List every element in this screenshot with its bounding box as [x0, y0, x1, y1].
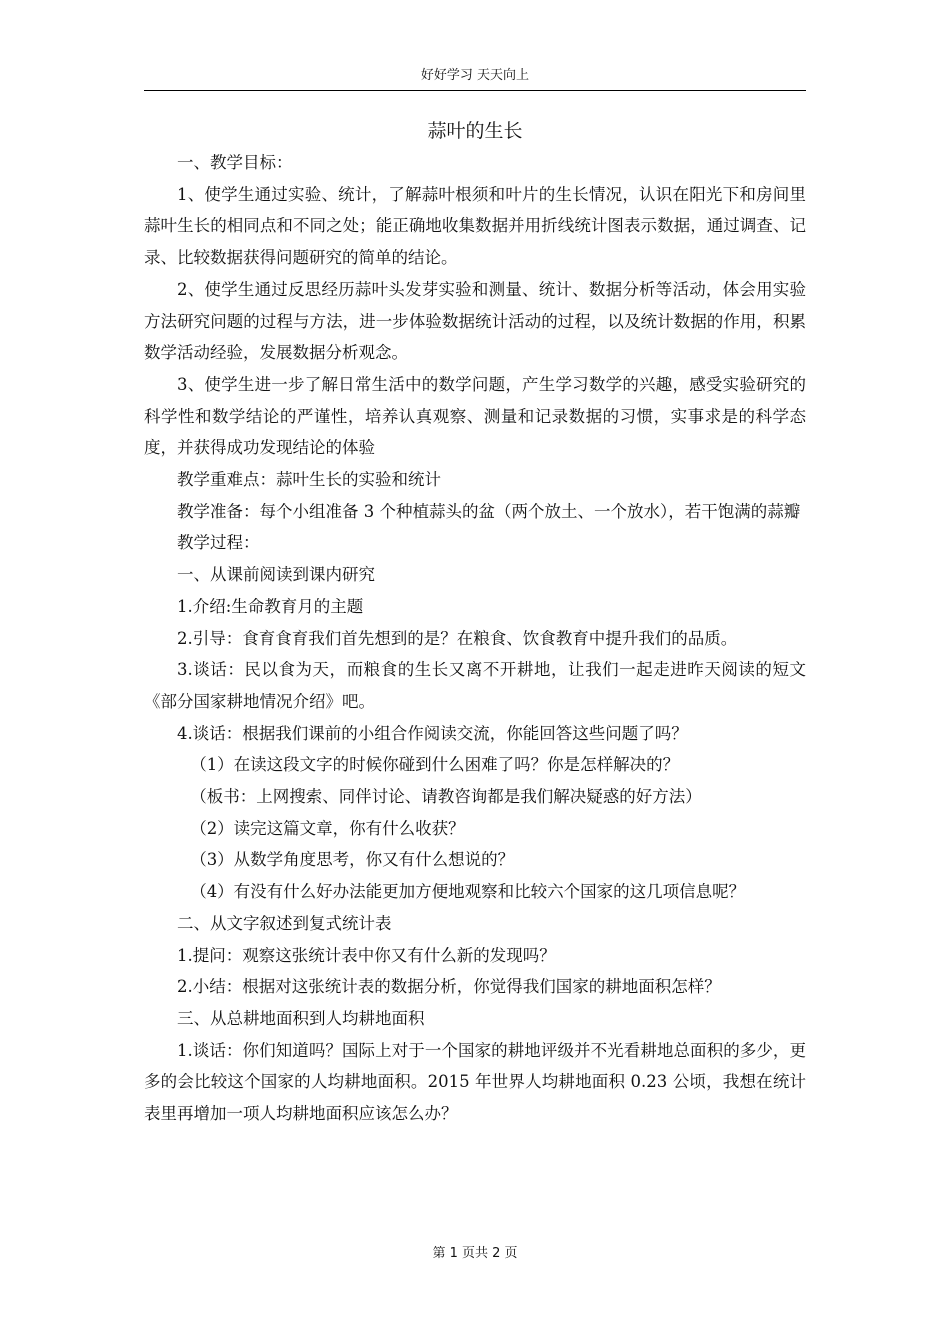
- document-title: 蒜叶的生长: [427, 120, 523, 142]
- section-heading-1: 一、从课前阅读到课内研究: [177, 565, 375, 585]
- section-heading-3: 三、从总耕地面积到人均耕地面积: [177, 1008, 425, 1028]
- objective-paragraph-2: 2、使学生通过反思经历蒜叶头发芽实验和测量、统计、数据分析等活动，体会用实验方法研究问题的过程与方法，进一步体验数据统计活动的过程，以及统计数据的作用，积累数学活动经验，发展数据分析观念。: [144, 279, 806, 363]
- section-heading-objectives: 一、教学目标：: [177, 153, 293, 172]
- question-3: （3）从数学角度思考，你又有什么想说的？: [190, 850, 515, 870]
- step-1-1: 1.介绍:生命教育月的主题: [177, 596, 364, 616]
- page-header: [144, 66, 806, 91]
- question-4: （4）有没有什么好办法能更加方便地观察和比较六个国家的这几项信息呢？: [190, 882, 746, 902]
- step-1-2: 2.引导：食育食育我们首先想到的是？在粮食、饮食教育中提升我们的品质。: [177, 628, 738, 648]
- page-number: 第 1 页共 2 页: [432, 1246, 518, 1261]
- process-heading: 教学过程：: [177, 533, 260, 553]
- preparation: 教学准备：每个小组准备 3 个种植蒜头的盆（两个放土、一个放水），若干饱满的蒜瓣: [177, 501, 801, 521]
- document-body: [144, 147, 806, 1130]
- key-points: 教学重难点：蒜叶生长的实验和统计: [177, 470, 441, 490]
- question-1: （1）在读这段文字的时候你碰到什么困难了吗？你是怎样解决的？: [190, 755, 680, 775]
- question-2: （2）读完这篇文章，你有什么收获？: [190, 818, 465, 838]
- board-note: （板书：上网搜索、同伴讨论、请教咨询都是我们解决疑惑的好方法）: [190, 787, 702, 807]
- section-heading-2: 二、从文字叙述到复式统计表: [177, 913, 392, 933]
- page-footer: [144, 1244, 806, 1264]
- step-1-4: 4.谈话：根据我们课前的小组合作阅读交流，你能回答这些问题了吗？: [177, 723, 688, 743]
- objective-paragraph-1: 1、使学生通过实验、统计，了解蒜叶根须和叶片的生长情况，认识在阳光下和房间里蒜叶生长的相同点和不同之处；能正确地收集数据并用折线统计图表示数据，通过调查、记录、比较数据获得问题研究的简单的结论。: [144, 184, 806, 268]
- step-2-2: 2.小结：根据对这张统计表的数据分析，你觉得我们国家的耕地面积怎样？: [177, 977, 721, 997]
- objective-paragraph-3: 3、使学生进一步了解日常生活中的数学问题，产生学习数学的兴趣，感受实验研究的科学性和数学结论的严谨性，培养认真观察、测量和记录数据的习惯，实事求是的科学态度，并获得成功发现结论的体验: [144, 374, 806, 458]
- step-2-1: 1.提问：观察这张统计表中你又有什么新的发现吗？: [177, 945, 556, 965]
- step-1-3: 3.谈话：民以食为天，而粮食的生长又离不开耕地，让我们一起走进昨天阅读的短文《部分国家耕地情况介绍》吧。: [144, 660, 806, 711]
- header-text: 好好学习 天天向上: [420, 68, 530, 83]
- step-3-1: 1.谈话：你们知道吗？国际上对于一个国家的耕地评级并不光看耕地总面积的多少，更多的会比较这个国家的人均耕地面积。2015 年世界人均耕地面积 0.23 公顷，我想在统计表里再增加一项人均耕地面积应该怎么办？: [144, 1040, 806, 1124]
